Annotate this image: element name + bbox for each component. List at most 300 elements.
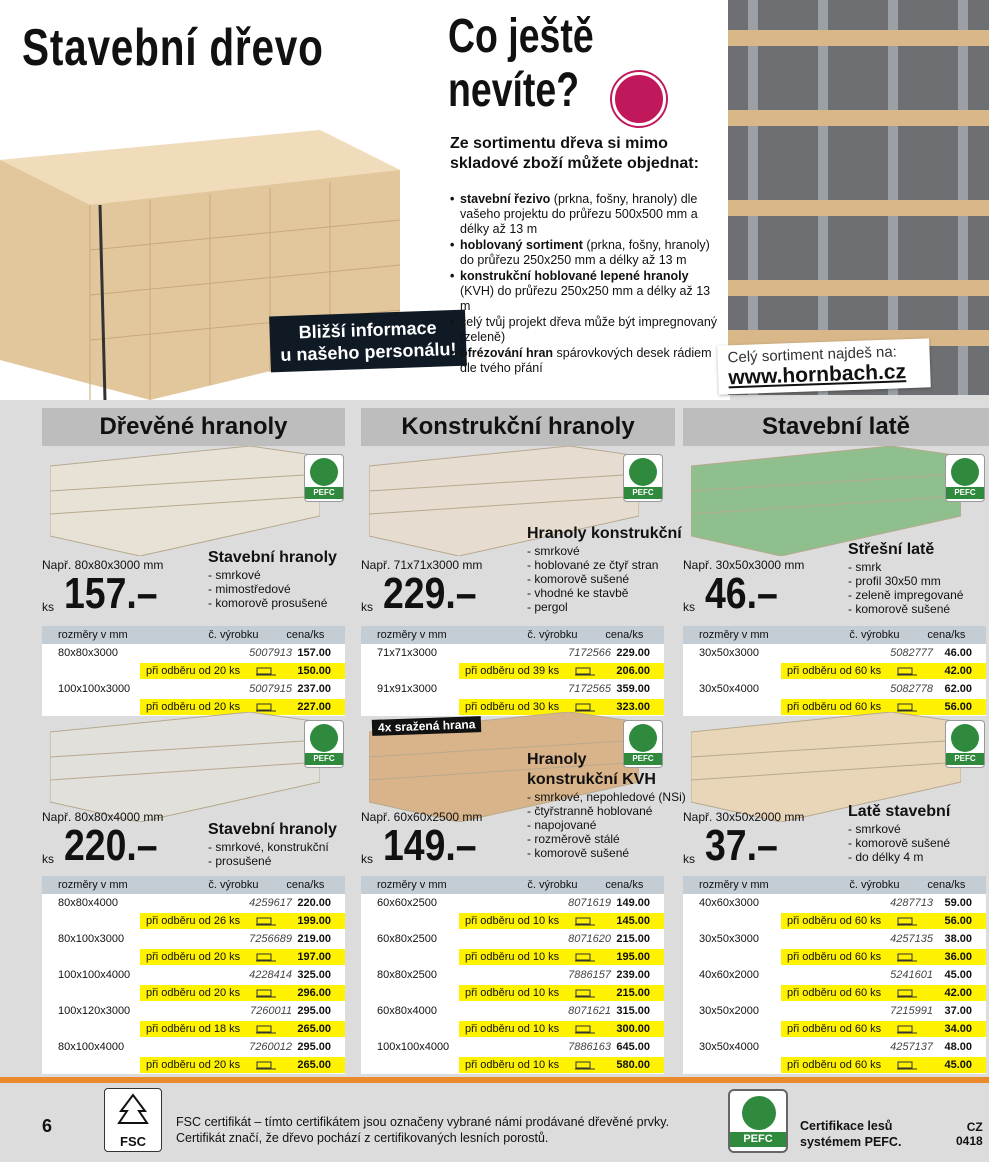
product-image — [50, 446, 320, 556]
product-feature: - mimostředové — [208, 582, 327, 596]
row-code: 7886157 — [568, 969, 611, 981]
edge-badge: 4x sražená hrana — [372, 716, 482, 736]
table-header-price: cena/ks — [605, 879, 644, 891]
pefc-label: PEFC — [946, 487, 984, 499]
table-header-code: č. výrobku — [849, 879, 900, 891]
product-features — [527, 790, 686, 860]
pefc-logo — [945, 454, 985, 502]
truck-pallet-icon — [575, 951, 595, 963]
fsc-tree-icon — [111, 1093, 155, 1129]
row-size: 40x60x2000 — [699, 969, 759, 981]
row-price: 295.00 — [297, 1005, 331, 1017]
info-title — [448, 10, 594, 118]
table-row — [361, 1038, 664, 1056]
product-feature: - napojované — [527, 818, 686, 832]
row-size: 60x80x4000 — [377, 1005, 437, 1017]
price-table — [42, 626, 345, 716]
row-code: 7172566 — [568, 647, 611, 659]
pefc-tree-icon — [629, 458, 657, 486]
row-size: 80x80x4000 — [58, 897, 118, 909]
bulk-row — [42, 984, 345, 1002]
bulk-label: při odběru od 60 ks — [787, 701, 882, 713]
row-code: 7172565 — [568, 683, 611, 695]
pefc-tree-icon — [742, 1096, 776, 1130]
product-feature: - komorově sušené — [527, 572, 658, 586]
info-item-bold: ofrézování hran — [460, 346, 554, 360]
truck-pallet-icon — [897, 987, 917, 999]
row-size: 100x100x4000 — [377, 1041, 450, 1053]
warehouse-photo — [728, 0, 989, 395]
table-header-code: č. výrobku — [208, 879, 259, 891]
bulk-label: při odběru od 20 ks — [146, 665, 241, 677]
table-header-size: rozměry v mm — [699, 629, 769, 641]
row-size: 80x100x3000 — [58, 933, 125, 945]
info-list-item — [450, 315, 720, 345]
product-feature: - smrkové — [527, 544, 658, 558]
bulk-label: při odběru od 20 ks — [146, 951, 241, 963]
pefc-label: PEFC — [305, 753, 343, 765]
truck-pallet-icon — [256, 987, 276, 999]
info-subtitle: Ze sortimentu dřeva si mimo skladové zboží můžete objednat: — [450, 135, 699, 172]
pefc-logo — [304, 720, 344, 768]
product-feature: - komorově prosušené — [208, 596, 327, 610]
product-feature: - zeleně impregované — [848, 588, 963, 602]
row-price: 359.00 — [616, 683, 650, 695]
row-price: 295.00 — [297, 1041, 331, 1053]
row-code: 7886163 — [568, 1041, 611, 1053]
question-icon — [612, 72, 666, 126]
bulk-price: 323.00 — [616, 701, 650, 713]
table-row — [683, 1002, 986, 1020]
truck-pallet-icon — [256, 951, 276, 963]
bulk-label: při odběru od 60 ks — [787, 1023, 882, 1035]
bulk-price: 195.00 — [616, 951, 650, 963]
bulk-row — [42, 662, 345, 680]
row-price: 46.00 — [944, 647, 972, 659]
row-size: 100x120x3000 — [58, 1005, 131, 1017]
issue-code: 0418 — [956, 1134, 983, 1148]
table-header-price: cena/ks — [605, 629, 644, 641]
bulk-label: při odběru od 30 ks — [465, 701, 560, 713]
truck-pallet-icon — [575, 915, 595, 927]
table-row — [361, 680, 664, 698]
info-list — [450, 192, 720, 377]
bulk-label: při odběru od 10 ks — [465, 951, 560, 963]
product-feature: - hoblované ze čtyř stran — [527, 558, 658, 572]
product-name: Latě stavební — [848, 803, 951, 820]
row-size: 80x80x2500 — [377, 969, 437, 981]
table-row — [683, 930, 986, 948]
pefc-logo — [623, 720, 663, 768]
price-table — [361, 876, 664, 1074]
row-price: 215.00 — [616, 933, 650, 945]
pefc-logo — [304, 454, 344, 502]
bulk-price: 265.00 — [297, 1059, 331, 1071]
price: 46.– — [705, 569, 778, 618]
table-header-price: cena/ks — [927, 629, 966, 641]
pefc-label: PEFC — [624, 487, 662, 499]
truck-pallet-icon — [575, 665, 595, 677]
row-code: 8071619 — [568, 897, 611, 909]
row-code: 7260012 — [249, 1041, 292, 1053]
table-header-code: č. výrobku — [208, 629, 259, 641]
row-size: 100x100x3000 — [58, 683, 131, 695]
pefc-text-line: systémem PEFC. — [800, 1135, 902, 1149]
row-code: 4259617 — [249, 897, 292, 909]
bulk-label: při odběru od 20 ks — [146, 987, 241, 999]
product-name: Střešní latě — [848, 541, 935, 558]
section-heading-konstrukcni: Konstrukční hranoly — [361, 408, 675, 446]
row-price: 149.00 — [616, 897, 650, 909]
product-feature: - smrkové — [848, 822, 950, 836]
pefc-text-line: Certifikace lesů — [800, 1119, 893, 1133]
row-code: 8071620 — [568, 933, 611, 945]
product-feature: - čtyřstranně hoblované — [527, 804, 686, 818]
row-size: 30x50x4000 — [699, 683, 759, 695]
row-code: 4228414 — [249, 969, 292, 981]
product-feature: - komorově sušené — [848, 602, 963, 616]
info-title-line: nevíte? — [448, 64, 580, 117]
row-code: 4287713 — [890, 897, 933, 909]
row-price: 157.00 — [297, 647, 331, 659]
bulk-row — [683, 1020, 986, 1038]
table-row — [683, 680, 986, 698]
table-row — [683, 1038, 986, 1056]
bulk-label: při odběru od 10 ks — [465, 915, 560, 927]
table-row — [361, 644, 664, 662]
row-size: 71x71x3000 — [377, 647, 437, 659]
row-price: 239.00 — [616, 969, 650, 981]
info-item-text: spárovkových desek rádiem dle tvého přání — [460, 346, 712, 375]
product-feature: - komorově sušené — [527, 846, 686, 860]
info-item-text: (prkna, fošny, hranoly) do průřezu 250x250 mm a délky až 13 m — [460, 238, 710, 267]
table-row — [361, 894, 664, 912]
section-heading-late: Stavební latě — [683, 408, 989, 446]
bulk-price: 34.00 — [944, 1023, 972, 1035]
table-row — [42, 1038, 345, 1056]
fsc-description: FSC certifikát – tímto certifikátem jsou označeny vybrané námi prodávané dřevěné prvky. Certifikát značí, že dřevo pochází z certifikovaných lesních porostů. — [176, 1115, 670, 1145]
truck-pallet-icon — [256, 1059, 276, 1071]
table-header-size: rozměry v mm — [377, 879, 447, 891]
unit-label: ks — [361, 852, 373, 866]
row-size: 100x100x4000 — [58, 969, 131, 981]
bubble-line: Bližší informace — [298, 317, 437, 343]
bulk-label: při odběru od 60 ks — [787, 665, 882, 677]
bulk-price: 296.00 — [297, 987, 331, 999]
truck-pallet-icon — [256, 665, 276, 677]
catalog-code — [956, 1120, 983, 1148]
truck-pallet-icon — [897, 915, 917, 927]
pefc-tree-icon — [310, 458, 338, 486]
row-price: 315.00 — [616, 1005, 650, 1017]
product-feature: - komorově sušené — [848, 836, 950, 850]
price-table — [683, 626, 986, 716]
row-price: 220.00 — [297, 897, 331, 909]
bulk-label: při odběru od 26 ks — [146, 915, 241, 927]
product-feature: - smrk — [848, 560, 963, 574]
pefc-label: PEFC — [624, 753, 662, 765]
pefc-tree-icon — [951, 458, 979, 486]
row-code: 4257135 — [890, 933, 933, 945]
truck-pallet-icon — [575, 1059, 595, 1071]
row-code: 7256689 — [249, 933, 292, 945]
unit-label: ks — [683, 852, 695, 866]
table-row — [42, 894, 345, 912]
info-item-text: (prkna, fošny, hranoly) dle vašeho projektu do průřezu 500x500 mm a délky až 13 m — [460, 192, 698, 236]
page-number: 6 — [42, 1116, 53, 1136]
table-header-price: cena/ks — [927, 879, 966, 891]
product-feature: - do délky 4 m — [848, 850, 950, 864]
row-code: 5007915 — [249, 683, 292, 695]
table-row — [361, 966, 664, 984]
truck-pallet-icon — [897, 1023, 917, 1035]
truck-pallet-icon — [575, 987, 595, 999]
row-price: 37.00 — [944, 1005, 972, 1017]
product-name: Hranoly — [527, 751, 587, 768]
bulk-label: při odběru od 20 ks — [146, 701, 241, 713]
pefc-label: PEFC — [305, 487, 343, 499]
product-feature: - smrkové, konstrukční — [208, 840, 329, 854]
pefc-logo-large — [728, 1089, 788, 1153]
fsc-logo — [104, 1088, 162, 1152]
truck-pallet-icon — [575, 1023, 595, 1035]
bulk-price: 580.00 — [616, 1059, 650, 1071]
row-size: 30x50x3000 — [699, 933, 759, 945]
staff-info-bubble — [269, 310, 467, 373]
unit-label: ks — [42, 852, 54, 866]
truck-pallet-icon — [897, 1059, 917, 1071]
pefc-logo — [623, 454, 663, 502]
table-header — [683, 876, 986, 894]
product-feature: - profil 30x50 mm — [848, 574, 963, 588]
row-price: 59.00 — [944, 897, 972, 909]
row-price: 62.00 — [944, 683, 972, 695]
country-code: CZ — [966, 1120, 983, 1134]
row-size: 40x60x3000 — [699, 897, 759, 909]
example-size: Např. 80x80x3000 mm — [42, 558, 164, 572]
row-code: 7215991 — [890, 1005, 933, 1017]
price-table — [683, 876, 986, 1074]
bulk-row — [42, 912, 345, 930]
bulk-price: 145.00 — [616, 915, 650, 927]
section-heading-hranoly: Dřevěné hranoly — [42, 408, 345, 446]
bulk-price: 56.00 — [944, 915, 972, 927]
example-size: Např. 30x50x2000 mm — [683, 810, 805, 824]
bulk-row — [361, 948, 664, 966]
unit-label: ks — [683, 600, 695, 614]
bubble-line: u našeho personálu! — [280, 338, 457, 366]
row-price: 229.00 — [616, 647, 650, 659]
row-code: 7260011 — [249, 1005, 292, 1017]
bulk-row — [361, 912, 664, 930]
row-price: 38.00 — [944, 933, 972, 945]
row-price: 325.00 — [297, 969, 331, 981]
table-header — [361, 626, 664, 644]
product-name: Stavební hranoly — [208, 549, 337, 566]
product-features — [208, 568, 327, 610]
row-code: 5007913 — [249, 647, 292, 659]
bulk-label: při odběru od 20 ks — [146, 1059, 241, 1071]
example-size: Např. 80x80x4000 mm — [42, 810, 164, 824]
table-row — [42, 1002, 345, 1020]
table-header-code: č. výrobku — [527, 879, 578, 891]
truck-pallet-icon — [256, 1023, 276, 1035]
table-header-code: č. výrobku — [849, 629, 900, 641]
row-size: 80x80x3000 — [58, 647, 118, 659]
bulk-price: 300.00 — [616, 1023, 650, 1035]
row-size: 91x91x3000 — [377, 683, 437, 695]
table-header-price: cena/ks — [286, 629, 325, 641]
bulk-price: 265.00 — [297, 1023, 331, 1035]
table-row — [361, 930, 664, 948]
page-title: Stavební dřevo — [22, 19, 324, 77]
row-code: 8071621 — [568, 1005, 611, 1017]
product-feature: - smrkové — [208, 568, 327, 582]
pefc-tree-icon — [951, 724, 979, 752]
product-name: Hranoly konstrukční — [527, 525, 682, 542]
bulk-label: při odběru od 60 ks — [787, 987, 882, 999]
website-note — [717, 338, 931, 394]
row-price: 219.00 — [297, 933, 331, 945]
price-table — [361, 626, 664, 716]
table-header — [42, 876, 345, 894]
bulk-price: 227.00 — [297, 701, 331, 713]
info-list-item — [450, 192, 720, 237]
bulk-price: 36.00 — [944, 951, 972, 963]
row-price: 45.00 — [944, 969, 972, 981]
product-feature: - vhodné ke stavbě — [527, 586, 658, 600]
bulk-label: při odběru od 60 ks — [787, 951, 882, 963]
bulk-row — [361, 1020, 664, 1038]
bulk-row — [361, 984, 664, 1002]
bulk-price: 56.00 — [944, 701, 972, 713]
pefc-label: PEFC — [946, 753, 984, 765]
website-note-label: Celý sortiment najdeš na: — [727, 343, 898, 367]
bulk-row — [683, 662, 986, 680]
table-header-size: rozměry v mm — [377, 629, 447, 641]
bulk-label: při odběru od 10 ks — [465, 987, 560, 999]
bulk-row — [361, 1056, 664, 1074]
row-price: 48.00 — [944, 1041, 972, 1053]
bulk-price: 42.00 — [944, 987, 972, 999]
unit-label: ks — [361, 600, 373, 614]
pefc-tree-icon — [310, 724, 338, 752]
website-link[interactable]: www.hornbach.cz — [727, 360, 907, 390]
product-feature: - prosušené — [208, 854, 329, 868]
product-feature: - smrkové, nepohledové (NSi) — [527, 790, 686, 804]
truck-pallet-icon — [256, 915, 276, 927]
product-features — [527, 544, 658, 614]
info-list-item — [450, 269, 720, 314]
truck-pallet-icon — [897, 951, 917, 963]
table-row — [42, 680, 345, 698]
table-header — [361, 876, 664, 894]
info-list-item — [450, 238, 720, 268]
info-list-item — [450, 346, 720, 376]
bulk-row — [683, 1056, 986, 1074]
row-size: 30x50x3000 — [699, 647, 759, 659]
product-feature: - pergol — [527, 600, 658, 614]
table-row — [42, 966, 345, 984]
bulk-row — [42, 948, 345, 966]
table-row — [42, 930, 345, 948]
price: 220.– — [64, 821, 158, 870]
table-row — [361, 1002, 664, 1020]
bulk-price: 215.00 — [616, 987, 650, 999]
price: 149.– — [383, 821, 477, 870]
bulk-label: při odběru od 60 ks — [787, 915, 882, 927]
bulk-label: při odběru od 18 ks — [146, 1023, 241, 1035]
row-price: 237.00 — [297, 683, 331, 695]
info-item-bold: konstrukční hoblované lepené hranoly — [460, 269, 689, 283]
product-feature: - rozměrově stálé — [527, 832, 686, 846]
row-code: 5241601 — [890, 969, 933, 981]
pefc-tree-icon — [629, 724, 657, 752]
price: 229.– — [383, 569, 477, 618]
row-price: 645.00 — [616, 1041, 650, 1053]
footer-divider — [0, 1077, 989, 1083]
product-name-line2: konstrukční KVH — [527, 771, 656, 788]
row-size: 60x80x2500 — [377, 933, 437, 945]
bulk-price: 42.00 — [944, 665, 972, 677]
pefc-description — [800, 1118, 901, 1150]
info-item-bold: stavební řezivo — [460, 192, 551, 206]
bulk-price: 150.00 — [297, 665, 331, 677]
row-size: 80x100x4000 — [58, 1041, 125, 1053]
info-item-bold: hoblovaný sortiment — [460, 238, 583, 252]
pefc-label: PEFC — [730, 1132, 786, 1147]
table-row — [683, 894, 986, 912]
pefc-logo — [945, 720, 985, 768]
product-features — [848, 822, 950, 864]
bulk-row — [683, 948, 986, 966]
bulk-label: při odběru od 10 ks — [465, 1059, 560, 1071]
bulk-price: 199.00 — [297, 915, 331, 927]
bulk-row — [683, 984, 986, 1002]
table-header-size: rozměry v mm — [699, 879, 769, 891]
table-header-code: č. výrobku — [527, 629, 578, 641]
product-features — [208, 840, 329, 868]
example-size: Např. 60x60x2500 mm — [361, 810, 483, 824]
table-row — [683, 966, 986, 984]
row-size: 60x60x2500 — [377, 897, 437, 909]
example-size: Např. 71x71x3000 mm — [361, 558, 483, 572]
info-item-text: (KVH) do průřezu 250x250 mm a délky až 13 m — [460, 284, 711, 313]
product-image — [50, 712, 320, 822]
row-size: 30x50x2000 — [699, 1005, 759, 1017]
product-name: Stavební hranoly — [208, 821, 337, 838]
table-header — [683, 626, 986, 644]
bulk-row — [361, 662, 664, 680]
table-header — [42, 626, 345, 644]
bulk-row — [42, 1020, 345, 1038]
truck-pallet-icon — [897, 665, 917, 677]
price: 37.– — [705, 821, 778, 870]
row-code: 4257137 — [890, 1041, 933, 1053]
bulk-price: 45.00 — [944, 1059, 972, 1071]
table-header-size: rozměry v mm — [58, 629, 128, 641]
bulk-label: při odběru od 39 ks — [465, 665, 560, 677]
table-row — [42, 644, 345, 662]
price: 157.– — [64, 569, 158, 618]
product-features — [848, 560, 963, 616]
row-code: 5082777 — [890, 647, 933, 659]
example-size: Např. 30x50x3000 mm — [683, 558, 805, 572]
price-table — [42, 876, 345, 1074]
fsc-label: FSC — [120, 1134, 146, 1149]
unit-label: ks — [42, 600, 54, 614]
info-title-line: Co ještě — [448, 10, 594, 63]
